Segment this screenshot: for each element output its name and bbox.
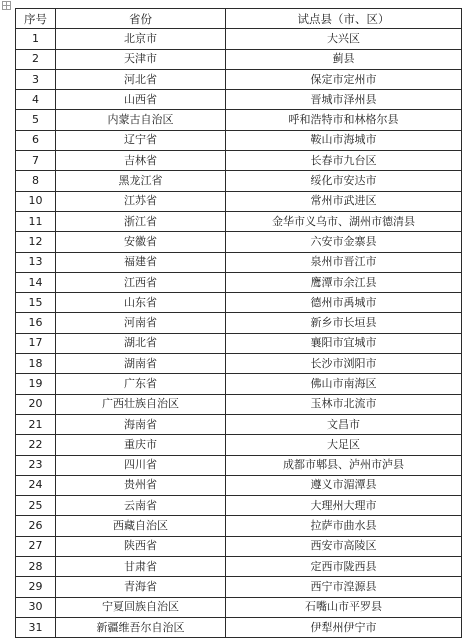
table-row	[16, 333, 462, 353]
row-index: 11	[16, 211, 56, 231]
row-pilot-county: 长沙市浏阳市	[226, 354, 462, 374]
row-province: 辽宁省	[56, 130, 226, 150]
row-pilot-county: 佛山市南海区	[226, 374, 462, 394]
row-province: 河南省	[56, 313, 226, 333]
row-province: 湖北省	[56, 333, 226, 353]
row-pilot-county: 泉州市晋江市	[226, 252, 462, 272]
row-province: 甘肃省	[56, 557, 226, 577]
row-index: 7	[16, 151, 56, 171]
row-pilot-county: 六安市金寨县	[226, 232, 462, 252]
row-pilot-county: 襄阳市宜城市	[226, 333, 462, 353]
row-province: 福建省	[56, 252, 226, 272]
row-pilot-county: 鞍山市海城市	[226, 130, 462, 150]
table-row	[16, 577, 462, 597]
table-row	[16, 191, 462, 211]
row-index: 13	[16, 252, 56, 272]
row-province: 黑龙江省	[56, 171, 226, 191]
row-pilot-county: 定西市陇西县	[226, 557, 462, 577]
table-row	[16, 110, 462, 130]
row-pilot-county: 遵义市湄潭县	[226, 475, 462, 495]
row-province: 贵州省	[56, 475, 226, 495]
table-row	[16, 597, 462, 617]
row-province: 天津市	[56, 49, 226, 69]
table-row	[16, 90, 462, 110]
table-row	[16, 49, 462, 69]
row-province: 安徽省	[56, 232, 226, 252]
table-row	[16, 293, 462, 313]
row-index: 8	[16, 171, 56, 191]
header-pilot-county: 试点县（市、区）	[226, 9, 462, 29]
row-province: 重庆市	[56, 435, 226, 455]
row-pilot-county: 伊犁州伊宁市	[226, 617, 462, 637]
table-row	[16, 475, 462, 495]
row-pilot-county: 金华市义乌市、湖州市德清县	[226, 211, 462, 231]
row-index: 22	[16, 435, 56, 455]
row-pilot-county: 玉林市北流市	[226, 394, 462, 414]
row-province: 宁夏回族自治区	[56, 597, 226, 617]
row-index: 31	[16, 617, 56, 637]
row-province: 江苏省	[56, 191, 226, 211]
row-province: 四川省	[56, 455, 226, 475]
row-province: 吉林省	[56, 151, 226, 171]
row-pilot-county: 大足区	[226, 435, 462, 455]
row-index: 2	[16, 49, 56, 69]
row-index: 24	[16, 475, 56, 495]
row-province: 北京市	[56, 29, 226, 49]
row-index: 30	[16, 597, 56, 617]
row-index: 21	[16, 414, 56, 434]
row-index: 29	[16, 577, 56, 597]
row-pilot-county: 保定市定州市	[226, 69, 462, 89]
row-province: 广西壮族自治区	[56, 394, 226, 414]
row-pilot-county: 鹰潭市余江县	[226, 272, 462, 292]
row-index: 14	[16, 272, 56, 292]
row-province: 山西省	[56, 90, 226, 110]
row-pilot-county: 长春市九台区	[226, 151, 462, 171]
table-row	[16, 435, 462, 455]
table-row	[16, 496, 462, 516]
row-pilot-county: 大兴区	[226, 29, 462, 49]
row-pilot-county: 大理州大理市	[226, 496, 462, 516]
row-pilot-county: 文昌市	[226, 414, 462, 434]
row-index: 20	[16, 394, 56, 414]
row-index: 18	[16, 354, 56, 374]
row-pilot-county: 绥化市安达市	[226, 171, 462, 191]
table-row	[16, 69, 462, 89]
table-row	[16, 617, 462, 637]
row-index: 6	[16, 130, 56, 150]
row-pilot-county: 常州市武进区	[226, 191, 462, 211]
table-header-row	[16, 9, 462, 29]
row-index: 3	[16, 69, 56, 89]
table-row	[16, 232, 462, 252]
row-index: 27	[16, 536, 56, 556]
row-province: 广东省	[56, 374, 226, 394]
row-province: 青海省	[56, 577, 226, 597]
row-pilot-county: 德州市禹城市	[226, 293, 462, 313]
table-row	[16, 516, 462, 536]
table-row	[16, 151, 462, 171]
header-province: 省份	[56, 9, 226, 29]
table-row	[16, 272, 462, 292]
row-pilot-county: 晋城市泽州县	[226, 90, 462, 110]
row-pilot-county: 西安市高陵区	[226, 536, 462, 556]
row-index: 10	[16, 191, 56, 211]
row-index: 16	[16, 313, 56, 333]
row-index: 5	[16, 110, 56, 130]
row-index: 17	[16, 333, 56, 353]
row-index: 28	[16, 557, 56, 577]
table-row	[16, 252, 462, 272]
row-index: 1	[16, 29, 56, 49]
table-row	[16, 394, 462, 414]
table-row	[16, 557, 462, 577]
row-province: 湖南省	[56, 354, 226, 374]
row-pilot-county: 新乡市长垣县	[226, 313, 462, 333]
table-row	[16, 455, 462, 475]
row-province: 云南省	[56, 496, 226, 516]
table-row	[16, 211, 462, 231]
row-province: 江西省	[56, 272, 226, 292]
row-pilot-county: 蓟县	[226, 49, 462, 69]
row-pilot-county: 拉萨市曲水县	[226, 516, 462, 536]
row-index: 25	[16, 496, 56, 516]
row-index: 4	[16, 90, 56, 110]
table-row	[16, 536, 462, 556]
table-row	[16, 354, 462, 374]
row-pilot-county: 成都市郫县、泸州市泸县	[226, 455, 462, 475]
row-index: 12	[16, 232, 56, 252]
table-row	[16, 313, 462, 333]
row-province: 西藏自治区	[56, 516, 226, 536]
row-province: 海南省	[56, 414, 226, 434]
row-province: 山东省	[56, 293, 226, 313]
row-pilot-county: 呼和浩特市和林格尔县	[226, 110, 462, 130]
row-province: 陕西省	[56, 536, 226, 556]
row-province: 浙江省	[56, 211, 226, 231]
header-index: 序号	[16, 9, 56, 29]
table-row	[16, 130, 462, 150]
row-province: 内蒙古自治区	[56, 110, 226, 130]
row-index: 15	[16, 293, 56, 313]
table-row	[16, 414, 462, 434]
table-row	[16, 374, 462, 394]
row-province: 新疆维吾尔自治区	[56, 617, 226, 637]
table-row	[16, 29, 462, 49]
row-pilot-county: 石嘴山市平罗县	[226, 597, 462, 617]
row-index: 23	[16, 455, 56, 475]
table-move-handle-icon[interactable]	[2, 1, 11, 10]
row-index: 26	[16, 516, 56, 536]
row-index: 19	[16, 374, 56, 394]
table-row	[16, 171, 462, 191]
pilot-county-table	[15, 8, 462, 638]
row-province: 河北省	[56, 69, 226, 89]
row-pilot-county: 西宁市湟源县	[226, 577, 462, 597]
